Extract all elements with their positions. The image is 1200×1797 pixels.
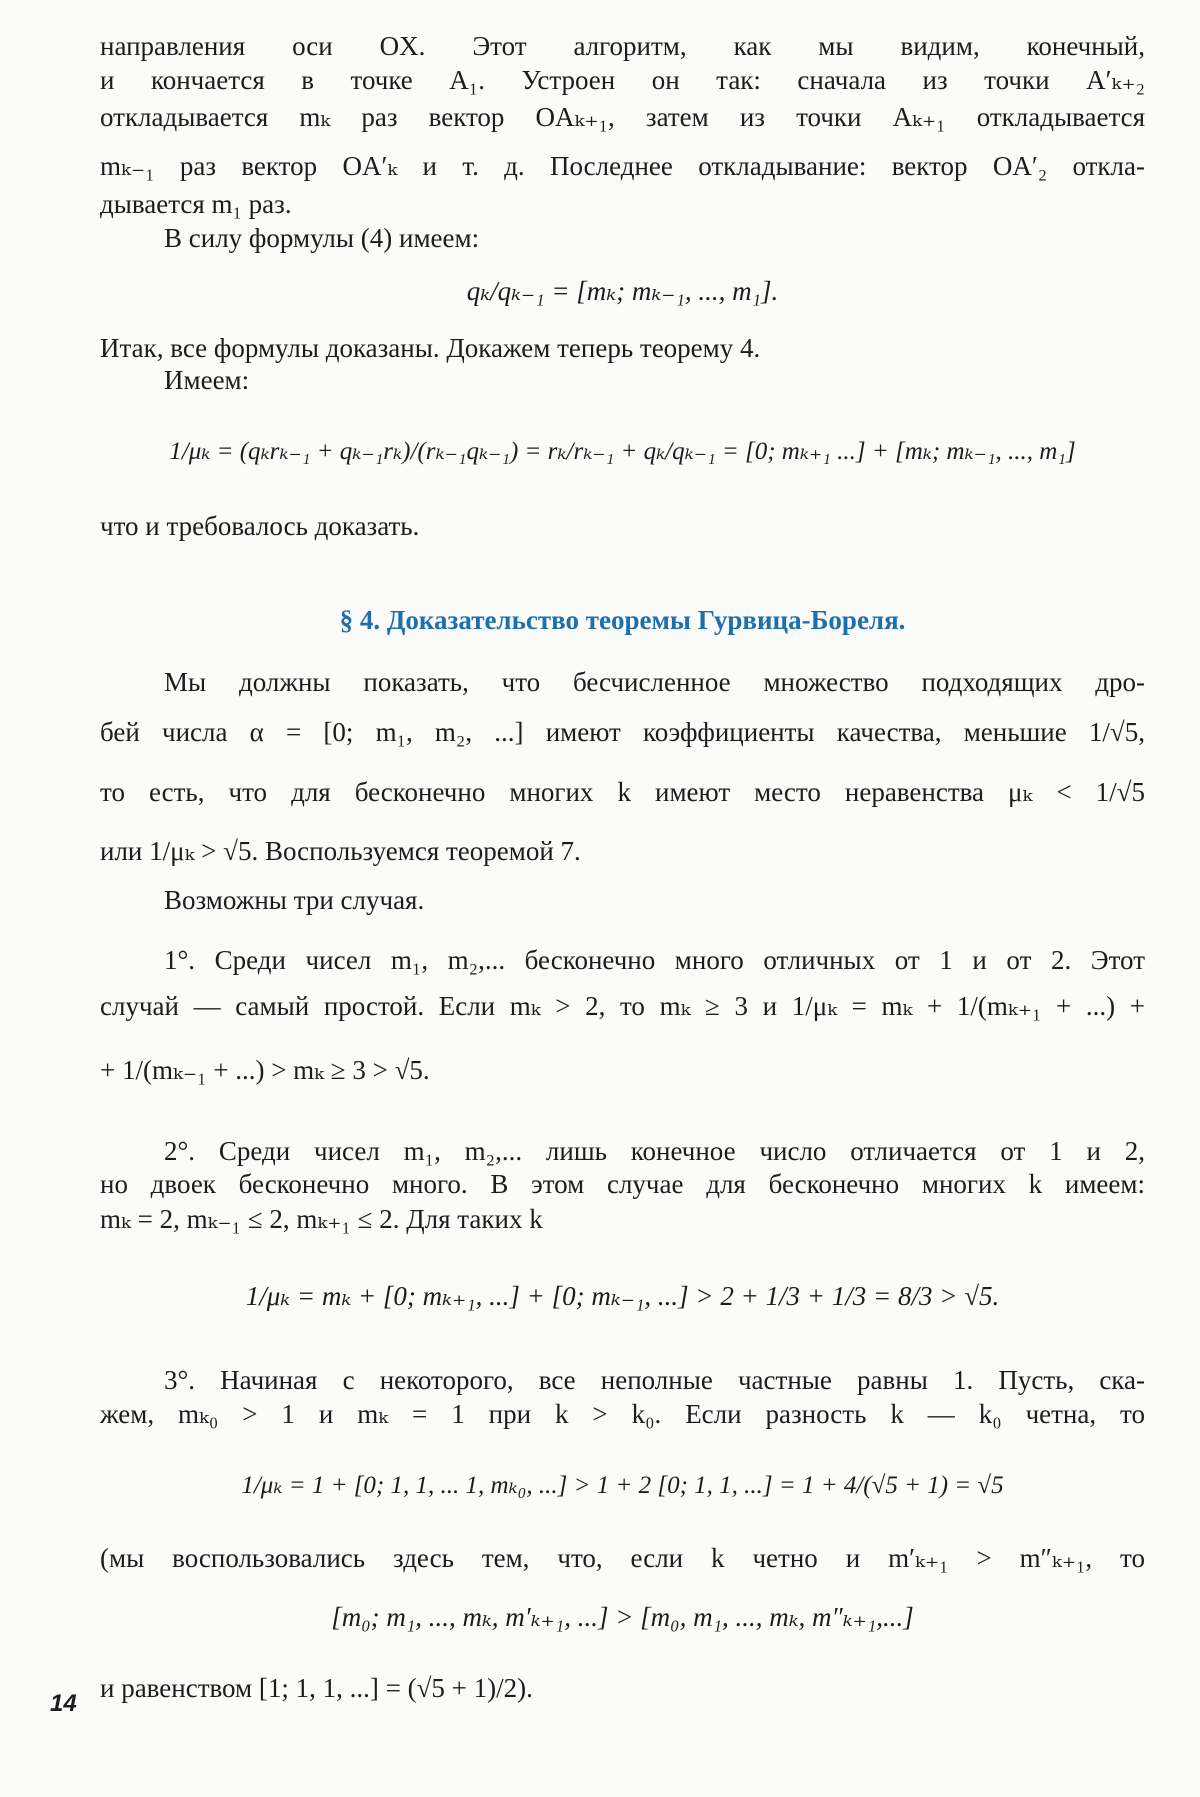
text-line: Мы должны показать, что бесчисленное множество подходящих дро-: [164, 667, 1145, 697]
text-line: 3°. Начиная с некоторого, все неполные частные равны 1. Пусть, ска-: [164, 1365, 1145, 1395]
text-line: но двоек бесконечно много. В этом случае для бесконечно многих k имеем:: [100, 1169, 1145, 1199]
text-line: Имеем:: [164, 365, 250, 395]
text-line: дывается m₁ раз.: [100, 189, 292, 219]
formula-continued-fraction-comparison: [m₀; m₁, ..., mₖ, m′ₖ₊₁, ...] > [m₀, m₁, ..., mₖ, m″ₖ₊₁,...]: [331, 1602, 914, 1632]
text-line: (мы воспользовались здесь тем, что, если k четно и m′ₖ₊₁ > m″ₖ₊₁, то: [100, 1543, 1145, 1573]
text-line: Итак, все формулы доказаны. Докажем теперь теорему 4.: [100, 333, 761, 363]
text-line: mₖ₋₁ раз вектор OA′ₖ и т. д. Последнее откладывание: вектор OA′₂ откла-: [100, 151, 1145, 181]
text-line: что и требовалось доказать.: [100, 511, 420, 541]
text-line: mₖ = 2, mₖ₋₁ ≤ 2, mₖ₊₁ ≤ 2. Для таких k: [100, 1204, 543, 1234]
section-heading: § 4. Доказательство теоремы Гурвица-Бореля.: [339, 605, 906, 635]
text-line: откладывается mₖ раз вектор OAₖ₊₁, затем из точки Aₖ₊₁ откладывается: [100, 102, 1145, 132]
text-line: то есть, что для бесконечно многих k имеют место неравенства μₖ < 1/√5: [100, 777, 1145, 807]
text-line: случай — самый простой. Если mₖ > 2, то mₖ ≥ 3 и 1/μₖ = mₖ + 1/(mₖ₊₁ + ...) +: [100, 991, 1145, 1021]
text-line: Возможны три случая.: [164, 885, 425, 915]
text-line: В силу формулы (4) имеем:: [164, 223, 480, 253]
formula-case-3: 1/μₖ = 1 + [0; 1, 1, ... 1, mₖ₀, ...] > 1 + 2 [0; 1, 1, ...] = 1 + 4/(√5 + 1) = √5: [241, 1472, 1004, 1499]
text-line: и равенством [1; 1, 1, ...] = (√5 + 1)/2).: [100, 1673, 533, 1703]
text-line: 2°. Среди чисел m₁, m₂,... лишь конечное число отличается от 1 и 2,: [164, 1136, 1145, 1166]
formula-q-ratio: qₖ/qₖ₋₁ = [mₖ; mₖ₋₁, ..., m₁].: [466, 276, 779, 306]
text-line: и кончается в точке A₁. Устроен он так: сначала из точки A′ₖ₊₂: [100, 65, 1145, 95]
text-line: жем, mₖ₀ > 1 и mₖ = 1 при k > k₀. Если разность k — k₀ четна, то: [100, 1399, 1145, 1429]
page-number: 14: [50, 1690, 77, 1717]
text-line: направления оси OX. Этот алгоритм, как мы видим, конечный,: [100, 31, 1145, 61]
formula-mu-expansion: 1/μₖ = (qₖrₖ₋₁ + qₖ₋₁rₖ)/(rₖ₋₁qₖ₋₁) = rₖ/rₖ₋₁ + qₖ/qₖ₋₁ = [0; mₖ₊₁ ...] + [mₖ; mₖ₋₁, ..., m₁]: [169, 438, 1076, 465]
text-line: бей числа α = [0; m₁, m₂, ...] имеют коэффициенты качества, меньшие 1/√5,: [100, 717, 1145, 747]
text-line: 1°. Среди чисел m₁, m₂,... бесконечно много отличных от 1 и от 2. Этот: [164, 945, 1145, 975]
text-line: + 1/(mₖ₋₁ + ...) > mₖ ≥ 3 > √5.: [100, 1055, 430, 1085]
text-line: или 1/μₖ > √5. Воспользуемся теоремой 7.: [100, 836, 581, 866]
formula-case-2: 1/μₖ = mₖ + [0; mₖ₊₁, ...] + [0; mₖ₋₁, ...] > 2 + 1/3 + 1/3 = 8/3 > √5.: [245, 1281, 1000, 1311]
